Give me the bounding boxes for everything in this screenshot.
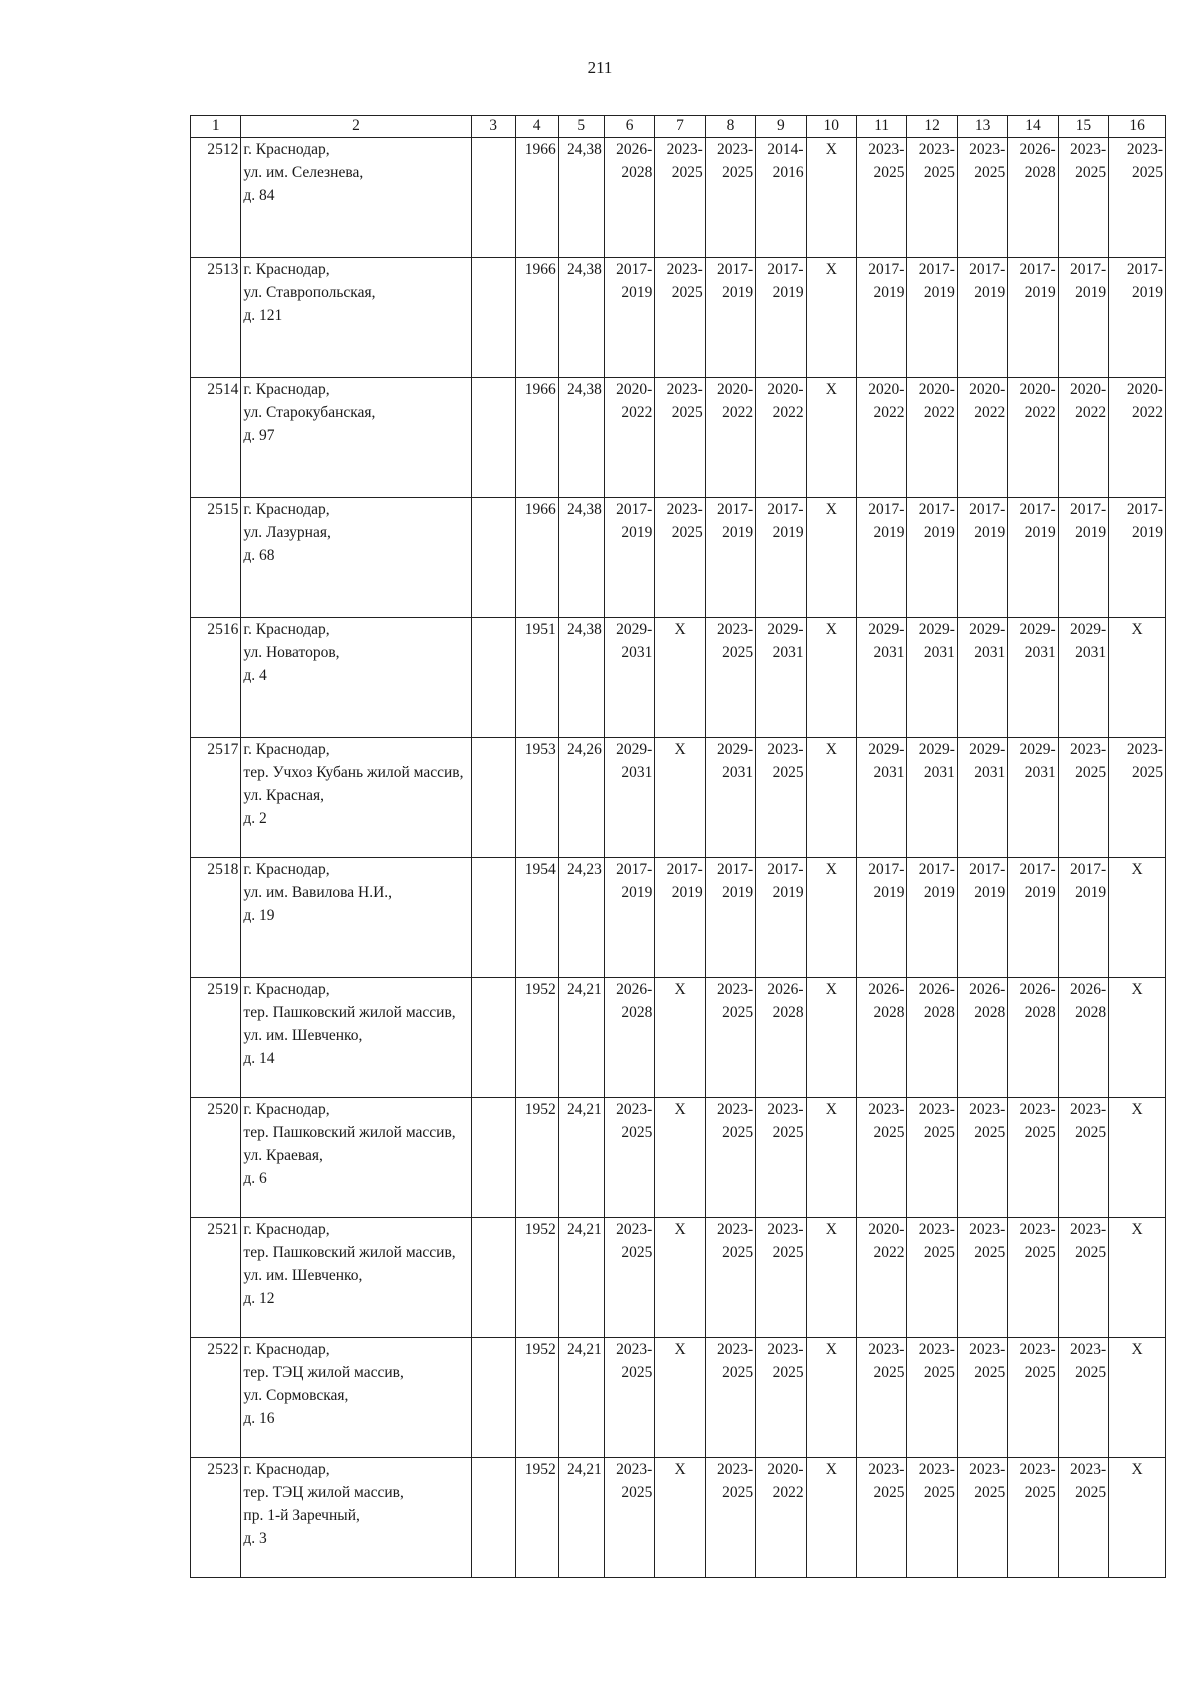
table-row bbox=[191, 498, 1166, 618]
address-cell bbox=[241, 978, 471, 1098]
address-line: д. 16 bbox=[243, 1410, 275, 1427]
address-line: д. 84 bbox=[243, 187, 275, 204]
cell-col-3 bbox=[471, 138, 515, 258]
table-row bbox=[191, 1098, 1166, 1218]
table-row bbox=[191, 1338, 1166, 1458]
address-cell bbox=[241, 138, 471, 258]
cell-col-7: X bbox=[655, 1458, 705, 1578]
row-number: 2513 bbox=[191, 258, 241, 378]
cell-col-10: X bbox=[806, 138, 856, 258]
cell-col-13: 2029-2031 bbox=[957, 738, 1007, 858]
row-number: 2522 bbox=[191, 1338, 241, 1458]
address-cell bbox=[241, 498, 471, 618]
cell-col-12: 2023-2025 bbox=[907, 1338, 957, 1458]
column-header-10: 10 bbox=[806, 116, 856, 138]
cell-col-5: 24,21 bbox=[558, 1338, 604, 1458]
cell-col-16: 2023-2025 bbox=[1109, 138, 1166, 258]
cell-col-4: 1966 bbox=[515, 258, 558, 378]
cell-col-12: 2017-2019 bbox=[907, 258, 957, 378]
cell-col-13: 2023-2025 bbox=[957, 1458, 1007, 1578]
cell-col-8: 2017-2019 bbox=[705, 858, 755, 978]
cell-col-11: 2020-2022 bbox=[857, 1218, 907, 1338]
cell-col-14: 2029-2031 bbox=[1008, 618, 1058, 738]
address-line: тер. Пашковский жилой массив, bbox=[243, 1124, 456, 1141]
address-cell bbox=[241, 258, 471, 378]
table-row bbox=[191, 738, 1166, 858]
cell-col-8: 2020-2022 bbox=[705, 378, 755, 498]
cell-col-13: 2023-2025 bbox=[957, 1218, 1007, 1338]
cell-col-10: X bbox=[806, 978, 856, 1098]
address-cell bbox=[241, 378, 471, 498]
address-line: д. 97 bbox=[243, 427, 275, 444]
row-number: 2521 bbox=[191, 1218, 241, 1338]
cell-col-7: 2023-2025 bbox=[655, 138, 705, 258]
address-line: ул. Сормовская, bbox=[243, 1387, 349, 1404]
column-header-1: 1 bbox=[191, 116, 241, 138]
cell-col-14: 2017-2019 bbox=[1008, 498, 1058, 618]
address-line: ул. Старокубанская, bbox=[243, 404, 376, 421]
cell-col-12: 2029-2031 bbox=[907, 618, 957, 738]
address-line: тер. ТЭЦ жилой массив, bbox=[243, 1364, 404, 1381]
address-line: ул. им. Шевченко, bbox=[243, 1027, 363, 1044]
cell-col-5: 24,26 bbox=[558, 738, 604, 858]
cell-col-9: 2017-2019 bbox=[756, 498, 806, 618]
cell-col-10: X bbox=[806, 498, 856, 618]
cell-col-14: 2023-2025 bbox=[1008, 1098, 1058, 1218]
address-line: д. 14 bbox=[243, 1050, 275, 1067]
address-line: тер. Учхоз Кубань жилой массив, bbox=[243, 764, 464, 781]
address-line: д. 68 bbox=[243, 547, 275, 564]
cell-col-15: 2023-2025 bbox=[1058, 1098, 1108, 1218]
cell-col-15: 2023-2025 bbox=[1058, 138, 1108, 258]
cell-col-15: 2023-2025 bbox=[1058, 1338, 1108, 1458]
column-header-7: 7 bbox=[655, 116, 705, 138]
cell-col-5: 24,21 bbox=[558, 1098, 604, 1218]
cell-col-10: X bbox=[806, 618, 856, 738]
cell-col-6: 2017-2019 bbox=[604, 258, 654, 378]
cell-col-10: X bbox=[806, 1098, 856, 1218]
address-line: г. Краснодар, bbox=[243, 861, 330, 878]
cell-col-5: 24,38 bbox=[558, 258, 604, 378]
cell-col-9: 2029-2031 bbox=[756, 618, 806, 738]
cell-col-16: 2020-2022 bbox=[1109, 378, 1166, 498]
address-line: г. Краснодар, bbox=[243, 1341, 330, 1358]
cell-col-4: 1966 bbox=[515, 378, 558, 498]
cell-col-11: 2020-2022 bbox=[857, 378, 907, 498]
cell-col-7: X bbox=[655, 738, 705, 858]
cell-col-12: 2023-2025 bbox=[907, 1458, 957, 1578]
cell-col-14: 2017-2019 bbox=[1008, 258, 1058, 378]
row-number: 2523 bbox=[191, 1458, 241, 1578]
cell-col-15: 2023-2025 bbox=[1058, 1458, 1108, 1578]
cell-col-14: 2017-2019 bbox=[1008, 858, 1058, 978]
cell-col-8: 2023-2025 bbox=[705, 618, 755, 738]
table-row bbox=[191, 258, 1166, 378]
address-line: д. 3 bbox=[243, 1530, 267, 1547]
address-line: д. 12 bbox=[243, 1290, 275, 1307]
cell-col-6: 2017-2019 bbox=[604, 858, 654, 978]
cell-col-11: 2023-2025 bbox=[857, 138, 907, 258]
cell-col-8: 2029-2031 bbox=[705, 738, 755, 858]
row-number: 2520 bbox=[191, 1098, 241, 1218]
cell-col-16: 2017-2019 bbox=[1109, 258, 1166, 378]
address-line: ул. Ставропольская, bbox=[243, 284, 376, 301]
cell-col-4: 1953 bbox=[515, 738, 558, 858]
cell-col-7: X bbox=[655, 1338, 705, 1458]
cell-col-13: 2023-2025 bbox=[957, 1098, 1007, 1218]
cell-col-16: X bbox=[1109, 1338, 1166, 1458]
cell-col-8: 2023-2025 bbox=[705, 138, 755, 258]
cell-col-4: 1952 bbox=[515, 1218, 558, 1338]
cell-col-15: 2023-2025 bbox=[1058, 1218, 1108, 1338]
cell-col-6: 2023-2025 bbox=[604, 1098, 654, 1218]
address-line: д. 121 bbox=[243, 307, 283, 324]
address-line: г. Краснодар, bbox=[243, 981, 330, 998]
cell-col-5: 24,23 bbox=[558, 858, 604, 978]
cell-col-7: X bbox=[655, 618, 705, 738]
cell-col-3 bbox=[471, 858, 515, 978]
cell-col-9: 2023-2025 bbox=[756, 1218, 806, 1338]
cell-col-14: 2026-2028 bbox=[1008, 138, 1058, 258]
address-cell bbox=[241, 1218, 471, 1338]
cell-col-7: X bbox=[655, 1218, 705, 1338]
cell-col-4: 1952 bbox=[515, 1098, 558, 1218]
address-line: ул. им. Шевченко, bbox=[243, 1267, 363, 1284]
address-cell bbox=[241, 1338, 471, 1458]
cell-col-16: X bbox=[1109, 858, 1166, 978]
cell-col-3 bbox=[471, 1458, 515, 1578]
column-header-15: 15 bbox=[1058, 116, 1108, 138]
cell-col-9: 2020-2022 bbox=[756, 378, 806, 498]
cell-col-13: 2020-2022 bbox=[957, 378, 1007, 498]
address-line: г. Краснодар, bbox=[243, 1221, 330, 1238]
cell-col-7: 2023-2025 bbox=[655, 378, 705, 498]
column-header-5: 5 bbox=[558, 116, 604, 138]
cell-col-6: 2029-2031 bbox=[604, 738, 654, 858]
address-cell bbox=[241, 738, 471, 858]
cell-col-6: 2026-2028 bbox=[604, 138, 654, 258]
cell-col-10: X bbox=[806, 1338, 856, 1458]
table-row bbox=[191, 138, 1166, 258]
cell-col-3 bbox=[471, 258, 515, 378]
cell-col-9: 2017-2019 bbox=[756, 858, 806, 978]
cell-col-4: 1952 bbox=[515, 1458, 558, 1578]
cell-col-13: 2017-2019 bbox=[957, 258, 1007, 378]
cell-col-6: 2026-2028 bbox=[604, 978, 654, 1098]
cell-col-14: 2023-2025 bbox=[1008, 1458, 1058, 1578]
cell-col-16: X bbox=[1109, 1458, 1166, 1578]
cell-col-10: X bbox=[806, 858, 856, 978]
address-line: г. Краснодар, bbox=[243, 501, 330, 518]
cell-col-12: 2017-2019 bbox=[907, 498, 957, 618]
cell-col-3 bbox=[471, 618, 515, 738]
address-line: тер. Пашковский жилой массив, bbox=[243, 1244, 456, 1261]
cell-col-11: 2029-2031 bbox=[857, 738, 907, 858]
cell-col-3 bbox=[471, 1218, 515, 1338]
cell-col-10: X bbox=[806, 378, 856, 498]
table-row bbox=[191, 378, 1166, 498]
cell-col-10: X bbox=[806, 258, 856, 378]
row-number: 2519 bbox=[191, 978, 241, 1098]
address-line: д. 19 bbox=[243, 907, 275, 924]
cell-col-13: 2017-2019 bbox=[957, 498, 1007, 618]
cell-col-7: X bbox=[655, 1098, 705, 1218]
table-row bbox=[191, 1458, 1166, 1578]
cell-col-12: 2023-2025 bbox=[907, 138, 957, 258]
cell-col-10: X bbox=[806, 738, 856, 858]
address-line: ул. Красная, bbox=[243, 787, 325, 804]
cell-col-12: 2020-2022 bbox=[907, 378, 957, 498]
cell-col-4: 1951 bbox=[515, 618, 558, 738]
cell-col-6: 2023-2025 bbox=[604, 1458, 654, 1578]
cell-col-9: 2014-2016 bbox=[756, 138, 806, 258]
cell-col-4: 1952 bbox=[515, 978, 558, 1098]
table-row bbox=[191, 978, 1166, 1098]
address-cell bbox=[241, 618, 471, 738]
address-cell bbox=[241, 1458, 471, 1578]
page-number: 211 bbox=[587, 58, 613, 77]
cell-col-16: X bbox=[1109, 978, 1166, 1098]
cell-col-5: 24,21 bbox=[558, 1218, 604, 1338]
cell-col-10: X bbox=[806, 1458, 856, 1578]
cell-col-5: 24,38 bbox=[558, 498, 604, 618]
cell-col-13: 2023-2025 bbox=[957, 1338, 1007, 1458]
cell-col-14: 2029-2031 bbox=[1008, 738, 1058, 858]
cell-col-13: 2023-2025 bbox=[957, 138, 1007, 258]
address-line: г. Краснодар, bbox=[243, 1461, 330, 1478]
cell-col-8: 2023-2025 bbox=[705, 1098, 755, 1218]
cell-col-15: 2020-2022 bbox=[1058, 378, 1108, 498]
cell-col-3 bbox=[471, 378, 515, 498]
cell-col-9: 2023-2025 bbox=[756, 738, 806, 858]
column-header-2: 2 bbox=[241, 116, 471, 138]
cell-col-13: 2017-2019 bbox=[957, 858, 1007, 978]
address-line: ул. Краевая, bbox=[243, 1147, 323, 1164]
cell-col-15: 2023-2025 bbox=[1058, 738, 1108, 858]
cell-col-14: 2026-2028 bbox=[1008, 978, 1058, 1098]
cell-col-6: 2017-2019 bbox=[604, 498, 654, 618]
cell-col-16: X bbox=[1109, 1098, 1166, 1218]
cell-col-11: 2029-2031 bbox=[857, 618, 907, 738]
table-row bbox=[191, 858, 1166, 978]
cell-col-16: 2017-2019 bbox=[1109, 498, 1166, 618]
column-header-11: 11 bbox=[857, 116, 907, 138]
cell-col-12: 2023-2025 bbox=[907, 1098, 957, 1218]
address-cell bbox=[241, 858, 471, 978]
address-line: г. Краснодар, bbox=[243, 621, 330, 638]
cell-col-8: 2023-2025 bbox=[705, 978, 755, 1098]
cell-col-11: 2026-2028 bbox=[857, 978, 907, 1098]
row-number: 2514 bbox=[191, 378, 241, 498]
cell-col-5: 24,38 bbox=[558, 618, 604, 738]
cell-col-9: 2026-2028 bbox=[756, 978, 806, 1098]
address-line: г. Краснодар, bbox=[243, 141, 330, 158]
cell-col-11: 2017-2019 bbox=[857, 258, 907, 378]
row-number: 2518 bbox=[191, 858, 241, 978]
cell-col-4: 1954 bbox=[515, 858, 558, 978]
cell-col-12: 2026-2028 bbox=[907, 978, 957, 1098]
table-header bbox=[191, 116, 1166, 138]
cell-col-7: 2023-2025 bbox=[655, 498, 705, 618]
cell-col-14: 2023-2025 bbox=[1008, 1338, 1058, 1458]
cell-col-7: 2017-2019 bbox=[655, 858, 705, 978]
column-header-16: 16 bbox=[1109, 116, 1166, 138]
address-line: д. 4 bbox=[243, 667, 267, 684]
column-header-9: 9 bbox=[756, 116, 806, 138]
cell-col-10: X bbox=[806, 1218, 856, 1338]
cell-col-12: 2029-2031 bbox=[907, 738, 957, 858]
cell-col-6: 2023-2025 bbox=[604, 1218, 654, 1338]
cell-col-3 bbox=[471, 738, 515, 858]
table-row bbox=[191, 618, 1166, 738]
cell-col-5: 24,38 bbox=[558, 138, 604, 258]
address-line: г. Краснодар, bbox=[243, 1101, 330, 1118]
table-row bbox=[191, 1218, 1166, 1338]
cell-col-12: 2023-2025 bbox=[907, 1218, 957, 1338]
cell-col-15: 2017-2019 bbox=[1058, 858, 1108, 978]
cell-col-4: 1952 bbox=[515, 1338, 558, 1458]
column-header-12: 12 bbox=[907, 116, 957, 138]
cell-col-8: 2023-2025 bbox=[705, 1458, 755, 1578]
cell-col-15: 2026-2028 bbox=[1058, 978, 1108, 1098]
cell-col-6: 2020-2022 bbox=[604, 378, 654, 498]
cell-col-4: 1966 bbox=[515, 138, 558, 258]
cell-col-3 bbox=[471, 978, 515, 1098]
cell-col-6: 2023-2025 bbox=[604, 1338, 654, 1458]
address-line: пр. 1-й Заречный, bbox=[243, 1507, 360, 1524]
cell-col-9: 2017-2019 bbox=[756, 258, 806, 378]
cell-col-8: 2017-2019 bbox=[705, 258, 755, 378]
address-line: ул. Лазурная, bbox=[243, 524, 331, 541]
cell-col-5: 24,21 bbox=[558, 978, 604, 1098]
cell-col-9: 2023-2025 bbox=[756, 1338, 806, 1458]
cell-col-5: 24,38 bbox=[558, 378, 604, 498]
cell-col-13: 2029-2031 bbox=[957, 618, 1007, 738]
cell-col-15: 2017-2019 bbox=[1058, 498, 1108, 618]
cell-col-15: 2029-2031 bbox=[1058, 618, 1108, 738]
cell-col-7: X bbox=[655, 978, 705, 1098]
row-number: 2515 bbox=[191, 498, 241, 618]
cell-col-3 bbox=[471, 498, 515, 618]
header-row bbox=[191, 116, 1166, 138]
address-line: ул. Новаторов, bbox=[243, 644, 340, 661]
cell-col-15: 2017-2019 bbox=[1058, 258, 1108, 378]
cell-col-12: 2017-2019 bbox=[907, 858, 957, 978]
column-header-13: 13 bbox=[957, 116, 1007, 138]
cell-col-3 bbox=[471, 1338, 515, 1458]
address-line: тер. Пашковский жилой массив, bbox=[243, 1004, 456, 1021]
cell-col-8: 2023-2025 bbox=[705, 1218, 755, 1338]
address-cell bbox=[241, 1098, 471, 1218]
cell-col-11: 2023-2025 bbox=[857, 1458, 907, 1578]
cell-col-6: 2029-2031 bbox=[604, 618, 654, 738]
cell-col-16: X bbox=[1109, 618, 1166, 738]
table-body bbox=[191, 138, 1166, 1578]
cell-col-8: 2017-2019 bbox=[705, 498, 755, 618]
column-header-4: 4 bbox=[515, 116, 558, 138]
cell-col-7: 2023-2025 bbox=[655, 258, 705, 378]
address-line: г. Краснодар, bbox=[243, 741, 330, 758]
cell-col-9: 2023-2025 bbox=[756, 1098, 806, 1218]
row-number: 2512 bbox=[191, 138, 241, 258]
cell-col-14: 2020-2022 bbox=[1008, 378, 1058, 498]
cell-col-11: 2017-2019 bbox=[857, 498, 907, 618]
cell-col-16: 2023-2025 bbox=[1109, 738, 1166, 858]
row-number: 2516 bbox=[191, 618, 241, 738]
cell-col-11: 2023-2025 bbox=[857, 1338, 907, 1458]
cell-col-11: 2023-2025 bbox=[857, 1098, 907, 1218]
cell-col-3 bbox=[471, 1098, 515, 1218]
cell-col-13: 2026-2028 bbox=[957, 978, 1007, 1098]
cell-col-16: X bbox=[1109, 1218, 1166, 1338]
address-line: ул. им. Вавилова Н.И., bbox=[243, 884, 393, 901]
column-header-6: 6 bbox=[604, 116, 654, 138]
cell-col-9: 2020-2022 bbox=[756, 1458, 806, 1578]
cell-col-5: 24,21 bbox=[558, 1458, 604, 1578]
address-line: д. 6 bbox=[243, 1170, 267, 1187]
cell-col-11: 2017-2019 bbox=[857, 858, 907, 978]
address-line: д. 2 bbox=[243, 810, 267, 827]
cell-col-14: 2023-2025 bbox=[1008, 1218, 1058, 1338]
address-line: г. Краснодар, bbox=[243, 261, 330, 278]
address-line: г. Краснодар, bbox=[243, 381, 330, 398]
cell-col-8: 2023-2025 bbox=[705, 1338, 755, 1458]
address-line: тер. ТЭЦ жилой массив, bbox=[243, 1484, 404, 1501]
cell-col-4: 1966 bbox=[515, 498, 558, 618]
column-header-8: 8 bbox=[705, 116, 755, 138]
column-header-3: 3 bbox=[471, 116, 515, 138]
column-header-14: 14 bbox=[1008, 116, 1058, 138]
address-line: ул. им. Селезнева, bbox=[243, 164, 364, 181]
row-number: 2517 bbox=[191, 738, 241, 858]
registry-table bbox=[190, 115, 1166, 1578]
